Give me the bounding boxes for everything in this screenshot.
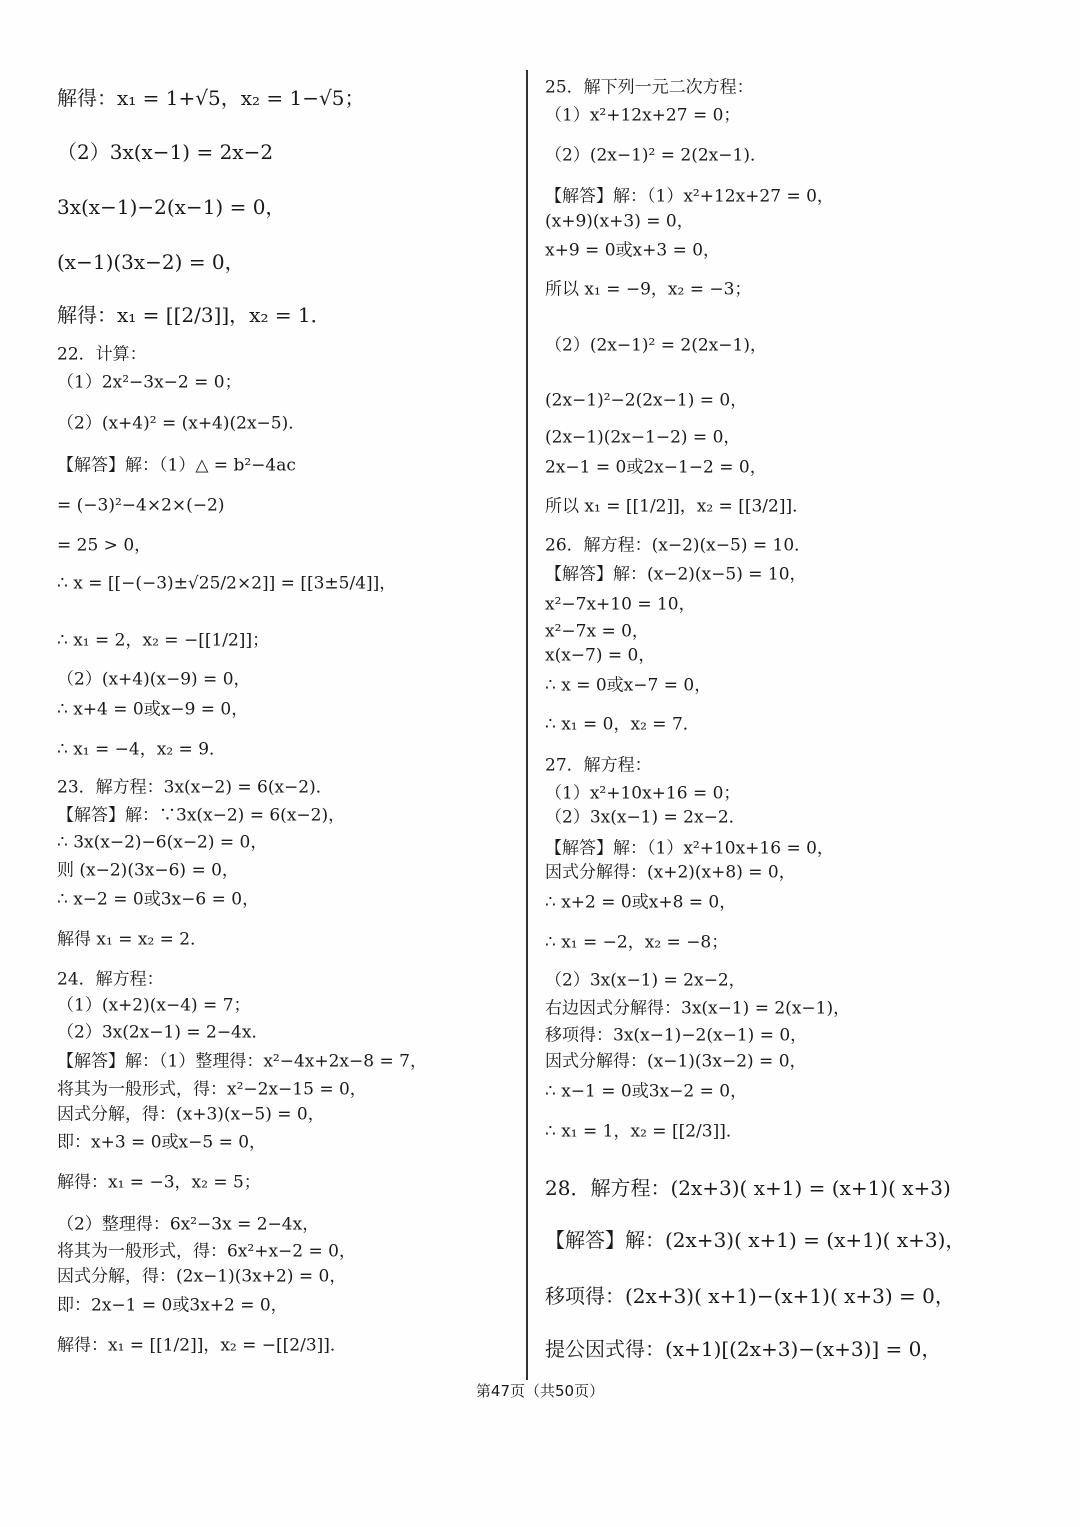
math-line: 【解答】解：（1）x²+10x+16 = 0， [545, 838, 834, 859]
math-line: 【解答】解：(x−2)(x−5) = 10， [545, 564, 807, 585]
math-line: ∴ x = 0或x−7 = 0， [545, 675, 712, 696]
math-line: = (−3)²−4×2×(−2) [57, 495, 225, 516]
math-line: 即：x+3 = 0或x−5 = 0， [57, 1132, 267, 1153]
math-line: 解得 x₁ = x₂ = 2． [57, 929, 208, 950]
math-line: 【解答】解：(2x+3)( x+1) = (x+1)( x+3)， [545, 1228, 966, 1252]
math-line: （2）整理得：6x²−3x = 2−4x， [57, 1214, 320, 1235]
math-line: 因式分解得：(x−1)(3x−2) = 0， [545, 1051, 807, 1072]
math-line: ∴ x₁ = 0，x₂ = 7． [545, 714, 700, 735]
math-line: 所以 x₁ = −9，x₂ = −3； [545, 279, 752, 300]
math-line: (2x−1)(2x−1−2) = 0， [545, 427, 741, 448]
math-line: (2x−1)²−2(2x−1) = 0， [545, 390, 748, 411]
math-line: 则 (x−2)(3x−6) = 0， [57, 860, 239, 881]
math-line: （2）3x(x−1) = 2x−2， [545, 970, 746, 991]
math-line: （2）3x(x−1) = 2x−2． [545, 807, 746, 828]
math-line: ∴ x₁ = 1，x₂ = [[2/3]]． [545, 1121, 743, 1142]
math-line: 26．解方程：(x−2)(x−5) = 10． [545, 535, 812, 556]
math-line: 【解答】解：（1）△ = b²−4ac [57, 455, 296, 476]
math-line: （2）(2x−1)² = 2(2x−1)， [545, 335, 767, 356]
math-line: 3x(x−1)−2(x−1) = 0， [57, 195, 286, 219]
math-line: ∴ x−1 = 0或3x−2 = 0， [545, 1081, 748, 1102]
math-line: 解得：x₁ = −3，x₂ = 5； [57, 1172, 261, 1193]
math-line: （2）(x+4)² = (x+4)(2x−5)． [57, 413, 306, 434]
math-line: 2x−1 = 0或2x−1−2 = 0， [545, 457, 767, 478]
math-line: x+9 = 0或x+3 = 0， [545, 240, 721, 261]
math-line: 解得：x₁ = [[2/3]]，x₂ = 1． [57, 303, 331, 327]
math-line: （1）(x+2)(x−4) = 7； [57, 995, 251, 1016]
math-line: ∴ x = [[−(−3)±√25/2×2]] = [[3±5/4]]， [57, 573, 397, 594]
math-line: ∴ x+2 = 0或x+8 = 0， [545, 892, 737, 913]
math-line: （1）2x²−3x−2 = 0； [57, 372, 242, 393]
math-line: ∴ x−2 = 0或3x−6 = 0， [57, 889, 260, 910]
math-line: 即：2x−1 = 0或3x+2 = 0， [57, 1295, 288, 1316]
math-line: （2）(2x−1)² = 2(2x−1)． [545, 145, 767, 166]
math-line: 因式分解，得：(2x−1)(3x+2) = 0， [57, 1266, 347, 1287]
math-line: 右边因式分解得：3x(x−1) = 2(x−1)， [545, 998, 851, 1019]
column-divider [526, 70, 528, 1380]
math-line: 移项得：(2x+3)( x+1)−(x+1)( x+3) = 0， [545, 1284, 955, 1308]
math-line: = 25 > 0， [57, 535, 152, 556]
math-line: （2）(x+4)(x−9) = 0， [57, 669, 251, 690]
math-line: 28．解方程：(2x+3)( x+1) = (x+1)( x+3) [545, 1176, 951, 1200]
math-line: ∴ 3x(x−2)−6(x−2) = 0， [57, 832, 268, 853]
math-line: 27．解方程： [545, 755, 652, 776]
math-line: 将其为一般形式，得：x²−2x−15 = 0， [57, 1079, 367, 1100]
page-footer: 第47页（共50页） [475, 1382, 605, 1400]
math-line: （2）3x(x−1) = 2x−2 [57, 140, 274, 164]
math-line: 24．解方程： [57, 969, 164, 990]
math-line: (x+9)(x+3) = 0， [545, 211, 694, 232]
math-line: 所以 x₁ = [[1/2]]，x₂ = [[3/2]]． [545, 496, 810, 517]
math-line: 将其为一般形式，得：6x²+x−2 = 0， [57, 1241, 356, 1262]
math-line: 22．计算： [57, 344, 147, 365]
math-line: 解得：x₁ = 1+√5，x₂ = 1−√5； [57, 86, 365, 110]
math-line: ∴ x₁ = 2，x₂ = −[[1/2]]； [57, 630, 270, 651]
math-line: （1）x²+10x+16 = 0； [545, 783, 741, 804]
math-line: ∴ x+4 = 0或x−9 = 0， [57, 699, 249, 720]
math-line: ∴ x₁ = −2，x₂ = −8； [545, 932, 729, 953]
math-line: (x−1)(3x−2) = 0， [57, 250, 245, 274]
math-line: x²−7x = 0， [545, 621, 649, 642]
math-line: 提公因式得：(x+1)[(2x+3)−(x+3)] = 0， [545, 1337, 942, 1361]
math-line: 【解答】解：∵3x(x−2) = 6(x−2)， [57, 805, 346, 826]
math-line: x²−7x+10 = 10， [545, 594, 696, 615]
math-line: 25．解下列一元二次方程： [545, 77, 754, 98]
math-line: 移项得：3x(x−1)−2(x−1) = 0， [545, 1025, 808, 1046]
math-line: 23．解方程：3x(x−2) = 6(x−2)． [57, 777, 333, 798]
math-line: 因式分解，得：(x+3)(x−5) = 0， [57, 1104, 325, 1125]
math-line: x(x−7) = 0， [545, 645, 656, 666]
math-line: （1）x²+12x+27 = 0； [545, 105, 741, 126]
math-line: ∴ x₁ = −4，x₂ = 9． [57, 739, 227, 760]
math-line: （2）3x(2x−1) = 2−4x． [57, 1022, 269, 1043]
math-line: 解得：x₁ = [[1/2]]，x₂ = −[[2/3]]． [57, 1335, 347, 1356]
math-line: 【解答】解：（1）x²+12x+27 = 0， [545, 186, 834, 207]
math-line: 因式分解得：(x+2)(x+8) = 0， [545, 862, 796, 883]
math-line: 【解答】解：（1）整理得：x²−4x+2x−8 = 7， [57, 1051, 427, 1072]
